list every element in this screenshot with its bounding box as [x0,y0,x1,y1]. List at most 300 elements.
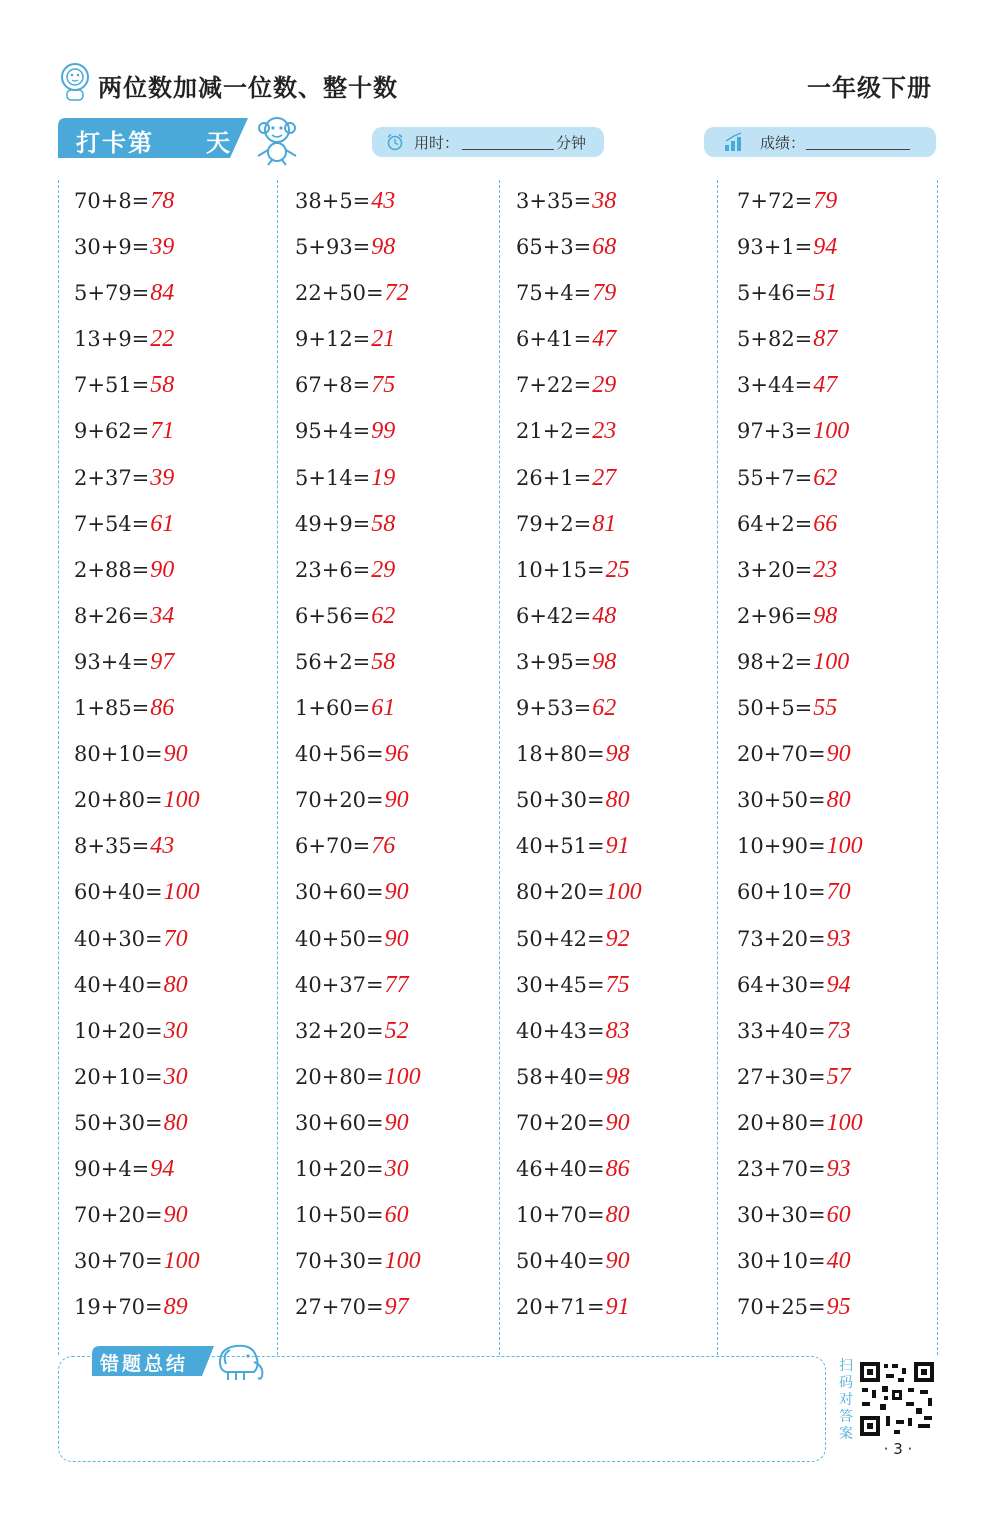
exercise-row [737,918,949,964]
exercise-row [74,1240,286,1286]
handwritten-answer[interactable]: 62 [813,464,838,491]
exercise-row [74,457,286,503]
exercise-row [516,549,728,595]
handwritten-answer[interactable]: 27 [592,464,617,491]
exercise-row [295,733,507,779]
handwritten-answer[interactable]: 90 [163,741,188,768]
handwritten-answer[interactable]: 91 [605,1294,630,1321]
exercise-row [516,226,728,272]
handwritten-answer[interactable]: 79 [813,188,838,214]
equation-text [516,1248,630,1275]
equation-text [74,188,174,215]
equation-text [737,1110,863,1137]
question-text: 40+43= [516,1018,605,1043]
exercise-row [295,871,507,917]
handwritten-answer[interactable]: 23 [592,418,617,445]
question-text: 98+2= [737,649,813,674]
question-text: 20+80= [737,1110,826,1135]
equation-text [74,372,174,399]
exercise-row [74,779,286,825]
handwritten-answer[interactable]: 79 [592,280,617,307]
checkin-suffix: 天 [206,129,230,157]
equation-text [295,280,409,307]
equation-text [295,557,395,584]
handwritten-answer[interactable]: 19 [371,464,396,491]
exercise-row [516,1056,728,1102]
handwritten-answer[interactable]: 80 [163,971,188,998]
exercise-row [74,641,286,687]
question-text: 70+25= [737,1295,826,1320]
question-text: 8+35= [74,834,150,859]
exercise-row [295,1240,507,1286]
question-text: 3+20= [737,557,813,582]
handwritten-answer[interactable]: 94 [813,234,838,261]
handwritten-answer[interactable]: 58 [371,510,396,537]
handwritten-answer[interactable]: 62 [592,695,617,722]
question-text: 30+9= [74,235,150,260]
handwritten-answer[interactable]: 90 [384,925,409,952]
handwritten-answer[interactable]: 72 [384,280,409,307]
handwritten-answer[interactable]: 93 [826,925,851,952]
handwritten-answer[interactable]: 80 [605,1202,630,1229]
exercise-row [737,595,949,641]
exercise-row [737,1056,949,1102]
equation-text [516,1294,630,1321]
handwritten-answer[interactable]: 77 [384,971,409,998]
handwritten-answer[interactable]: 60 [384,1202,409,1229]
question-text: 67+8= [295,373,371,398]
exercise-row [74,595,286,641]
question-text: 97+3= [737,419,813,444]
question-text: 10+70= [516,1203,605,1228]
question-text: 64+30= [737,972,826,997]
exercise-row [737,1194,949,1240]
handwritten-answer[interactable]: 75 [371,372,396,399]
equation-text [516,280,616,307]
handwritten-answer[interactable]: 25 [605,556,630,583]
exercise-row [74,180,286,226]
question-text: 73+20= [737,926,826,951]
handwritten-answer[interactable]: 98 [371,234,396,261]
equation-text [74,972,188,999]
exercise-row [737,825,949,871]
equation-text [737,234,837,261]
question-text: 60+10= [737,880,826,905]
equation-text [295,1294,409,1321]
question-text: 40+51= [516,834,605,859]
exercise-column-3 [516,180,728,1332]
question-text: 6+70= [295,834,371,859]
exercise-row [74,1056,286,1102]
exercise-row [74,825,286,871]
handwritten-answer[interactable]: 30 [163,1017,188,1044]
exercise-row [295,918,507,964]
equation-text [295,1248,421,1275]
handwritten-answer[interactable]: 21 [371,326,396,353]
handwritten-answer[interactable]: 80 [163,1109,188,1136]
exercise-row [295,825,507,871]
handwritten-answer[interactable]: 43 [150,833,175,860]
exercise-row [295,641,507,687]
equation-text [74,511,174,538]
equation-text [74,1202,188,1229]
equation-text [74,1064,188,1091]
exercise-row [737,226,949,272]
equation-text [737,1294,851,1321]
handwritten-answer[interactable]: 23 [813,556,838,583]
question-text: 10+20= [74,1018,163,1043]
exercise-column-1 [74,180,286,1332]
equation-text [737,1202,851,1229]
handwritten-answer[interactable]: 68 [592,234,617,261]
exercise-row [516,1240,728,1286]
handwritten-answer[interactable]: 100 [826,833,863,860]
question-text: 60+40= [74,880,163,905]
handwritten-answer[interactable]: 66 [813,510,838,537]
question-text: 18+80= [516,742,605,767]
handwritten-answer[interactable]: 76 [371,833,396,860]
equation-text [737,1064,851,1091]
question-text: 13+9= [74,327,150,352]
equation-text [516,1202,630,1229]
handwritten-answer[interactable]: 38 [592,188,617,214]
handwritten-answer[interactable]: 81 [592,510,617,537]
handwritten-answer[interactable]: 75 [605,971,630,998]
exercise-row [737,964,949,1010]
question-text: 7+72= [737,189,813,213]
equation-text [737,1248,851,1275]
equation-text [737,326,837,353]
handwritten-answer[interactable]: 61 [371,695,396,722]
question-text: 2+96= [737,603,813,628]
handwritten-answer[interactable]: 90 [605,1248,630,1275]
exercise-row [74,918,286,964]
exercise-row [295,1056,507,1102]
exercise-row [74,733,286,779]
equation-text [516,879,642,906]
exercise-row [295,687,507,733]
handwritten-answer[interactable]: 29 [592,372,617,399]
handwritten-answer[interactable]: 47 [592,326,617,353]
alarm-clock-icon [386,133,404,151]
question-text: 6+56= [295,603,371,628]
equation-text [74,1248,200,1275]
score-field[interactable] [704,127,936,157]
handwritten-answer[interactable]: 70 [163,925,188,952]
handwritten-answer[interactable]: 30 [163,1063,188,1090]
equation-text [516,511,616,538]
equation-text [516,787,630,814]
question-text: 1+60= [295,696,371,721]
exercise-row [295,226,507,272]
handwritten-answer[interactable]: 87 [813,326,838,353]
question-text: 70+20= [295,788,384,813]
handwritten-answer[interactable]: 93 [826,1155,851,1182]
equation-text [516,557,630,584]
question-text: 70+20= [74,1203,163,1228]
handwritten-answer[interactable]: 58 [150,372,175,399]
question-text: 5+93= [295,235,371,260]
exercise-row [737,272,949,318]
equation-text [74,649,174,676]
exercise-row [516,641,728,687]
question-text: 6+41= [516,327,592,352]
exercise-row [737,410,949,456]
equation-text [516,234,616,261]
question-text: 64+2= [737,511,813,536]
handwritten-answer[interactable]: 100 [605,879,642,906]
equation-text [737,649,849,676]
equation-text [737,418,849,445]
handwritten-answer[interactable]: 98 [605,741,630,768]
equation-text [737,465,837,492]
handwritten-answer[interactable]: 100 [384,1248,421,1275]
exercise-row [516,825,728,871]
question-text: 49+9= [295,511,371,536]
exercise-row [737,871,949,917]
exercise-row [295,779,507,825]
handwritten-answer[interactable]: 80 [605,787,630,814]
handwritten-answer[interactable]: 100 [163,879,200,906]
handwritten-answer[interactable]: 71 [150,418,175,445]
handwritten-answer[interactable]: 86 [605,1155,630,1182]
question-text: 79+2= [516,511,592,536]
handwritten-answer[interactable]: 98 [813,602,838,629]
equation-text [295,326,395,353]
equation-text [516,1064,630,1091]
question-text: 20+71= [516,1295,605,1320]
exercise-row [74,364,286,410]
handwritten-answer[interactable]: 98 [592,648,617,675]
equation-text [516,1018,630,1045]
handwritten-answer[interactable]: 83 [605,1017,630,1044]
equation-text [295,1202,409,1229]
exercise-row [737,549,949,595]
question-text: 5+82= [737,327,813,352]
question-text: 40+37= [295,972,384,997]
page-header [58,58,938,108]
equation-text [737,372,837,399]
question-text: 56+2= [295,649,371,674]
question-text: 93+4= [74,649,150,674]
handwritten-answer[interactable]: 39 [150,464,175,491]
handwritten-answer[interactable]: 90 [605,1109,630,1136]
checkin-banner [58,118,248,160]
handwritten-answer[interactable]: 43 [371,188,396,214]
exercise-row [516,1010,728,1056]
equation-text [295,879,409,906]
equation-text [74,787,200,814]
exercise-row [74,1102,286,1148]
equation-text [516,188,616,215]
handwritten-answer[interactable]: 86 [150,695,175,722]
exercise-row [516,964,728,1010]
question-text: 10+20= [295,1156,384,1181]
handwritten-answer[interactable]: 84 [150,280,175,307]
handwritten-answer[interactable]: 90 [384,787,409,814]
question-text: 40+40= [74,972,163,997]
handwritten-answer[interactable]: 62 [371,602,396,629]
handwritten-answer[interactable]: 97 [150,648,175,675]
handwritten-answer[interactable]: 91 [605,833,630,860]
exercise-row [737,180,949,226]
exercise-row [516,1194,728,1240]
time-field[interactable] [372,127,604,157]
exercise-row [295,318,507,364]
exercise-row [74,410,286,456]
handwritten-answer[interactable]: 90 [384,1109,409,1136]
question-text: 70+20= [516,1110,605,1135]
exercise-row [516,687,728,733]
equation-text [737,1018,851,1045]
handwritten-answer[interactable]: 98 [605,1063,630,1090]
question-text: 80+10= [74,742,163,767]
handwritten-answer[interactable]: 60 [826,1202,851,1229]
equation-text [295,741,409,768]
equation-text [516,372,616,399]
equation-text [295,188,395,215]
exercise-row [74,1194,286,1240]
handwritten-answer[interactable]: 100 [163,787,200,814]
handwritten-answer[interactable]: 94 [150,1155,175,1182]
handwritten-answer[interactable]: 47 [813,372,838,399]
handwritten-answer[interactable]: 70 [826,879,851,906]
time-unit: 分钟 [556,134,587,152]
equation-text [516,926,630,953]
handwritten-answer[interactable]: 89 [163,1294,188,1321]
handwritten-answer[interactable]: 57 [826,1063,851,1090]
exercise-row [516,457,728,503]
equation-text [295,695,395,722]
equation-text [295,649,395,676]
elephant-icon [212,1336,268,1382]
handwritten-answer[interactable]: 95 [826,1294,851,1321]
question-text: 21+2= [516,419,592,444]
handwritten-answer[interactable]: 100 [384,1063,421,1090]
handwritten-answer[interactable]: 97 [384,1294,409,1321]
equation-text [516,972,630,999]
exercise-row [74,318,286,364]
handwritten-answer[interactable]: 22 [150,326,175,353]
question-text: 7+22= [516,373,592,398]
question-text: 50+30= [74,1110,163,1135]
equation-text [737,557,837,584]
handwritten-answer[interactable]: 90 [150,556,175,583]
exercise-row [74,1286,286,1332]
question-text: 7+54= [74,511,150,536]
handwritten-answer[interactable]: 61 [150,510,175,537]
exercise-row [516,180,728,226]
handwritten-answer[interactable]: 100 [826,1109,863,1136]
question-text: 10+50= [295,1203,384,1228]
equation-text [295,1110,409,1137]
handwritten-answer[interactable]: 96 [384,741,409,768]
handwritten-answer[interactable]: 52 [384,1017,409,1044]
handwritten-answer[interactable]: 48 [592,602,617,629]
question-text: 20+80= [74,788,163,813]
question-text: 70+30= [295,1249,384,1274]
exercise-column-4 [737,180,949,1332]
handwritten-answer[interactable]: 34 [150,602,175,629]
equation-text [295,465,395,492]
question-text: 75+4= [516,281,592,306]
handwritten-answer[interactable]: 99 [371,418,396,445]
equation-text [516,741,630,768]
equation-text [737,603,837,630]
exercise-row [737,503,949,549]
question-text: 9+12= [295,327,371,352]
handwritten-answer[interactable]: 100 [813,648,850,675]
equation-text [516,326,616,353]
equation-text [516,1110,630,1137]
question-text: 5+79= [74,281,150,306]
exercise-row [74,272,286,318]
exercise-row [516,272,728,318]
handwritten-answer[interactable]: 90 [826,741,851,768]
handwritten-answer[interactable]: 100 [813,418,850,445]
exercise-column-2 [295,180,507,1332]
equation-text [516,1156,630,1183]
handwritten-answer[interactable]: 58 [371,648,396,675]
question-text: 27+70= [295,1295,384,1320]
handwritten-answer[interactable]: 29 [371,556,396,583]
exercise-row [737,457,949,503]
exercise-row [737,779,949,825]
handwritten-answer[interactable]: 90 [163,1202,188,1229]
exercise-row [737,1148,949,1194]
question-text: 90+4= [74,1156,150,1181]
question-text: 30+60= [295,1110,384,1135]
handwritten-answer[interactable]: 90 [384,879,409,906]
monkey-mascot-icon [250,112,304,166]
equation-text [737,511,837,538]
question-text: 30+70= [74,1249,163,1274]
equation-text [295,372,395,399]
handwritten-answer[interactable]: 55 [813,695,838,722]
question-text: 23+6= [295,557,371,582]
handwritten-answer[interactable]: 51 [813,280,838,307]
question-text: 22+50= [295,281,384,306]
handwritten-answer[interactable]: 80 [826,787,851,814]
qr-code-icon[interactable] [858,1360,936,1438]
equation-text [295,833,395,860]
lion-logo-icon [58,62,92,102]
question-text: 19+70= [74,1295,163,1320]
equation-text [516,649,616,676]
question-text: 93+1= [737,235,813,260]
equation-text [295,511,395,538]
question-text: 9+53= [516,696,592,721]
question-text: 80+20= [516,880,605,905]
equation-text [74,1156,174,1183]
handwritten-answer[interactable]: 92 [605,925,630,952]
question-text: 30+50= [737,788,826,813]
question-text: 7+51= [74,373,150,398]
handwritten-answer[interactable]: 39 [150,234,175,261]
handwritten-answer[interactable]: 40 [826,1248,851,1275]
question-text: 50+5= [737,696,813,721]
question-text: 6+42= [516,603,592,628]
question-text: 5+14= [295,465,371,490]
handwritten-answer[interactable]: 100 [163,1248,200,1275]
question-text: 9+62= [74,419,150,444]
handwritten-answer[interactable]: 73 [826,1017,851,1044]
handwritten-answer[interactable]: 78 [150,188,175,214]
question-text: 3+44= [737,373,813,398]
handwritten-answer[interactable]: 94 [826,971,851,998]
column-divider [58,180,59,1355]
handwritten-answer[interactable]: 30 [384,1155,409,1182]
